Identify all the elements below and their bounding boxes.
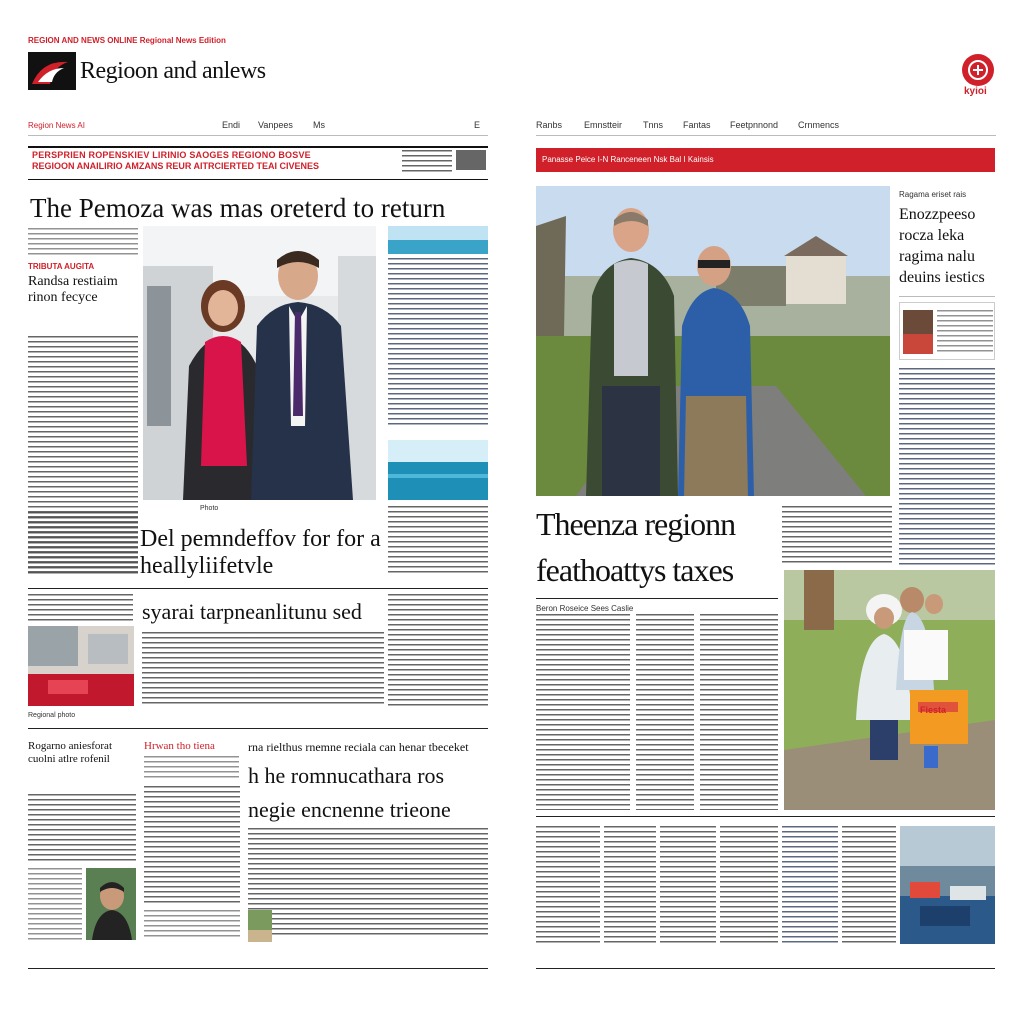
column-text: [28, 594, 133, 624]
column-text: [142, 632, 384, 706]
column-text: [144, 786, 240, 906]
main-headline-left[interactable]: The Pemoza was mas oreterd to return: [30, 193, 446, 223]
caption-left: Regional photo: [28, 712, 76, 719]
left-kicker-bottom: REGIOON ANAILIRIO AMZANS REUR AITRCIERTED TEAI CIVENES: [32, 161, 320, 171]
couple-photo: [143, 226, 376, 500]
column-text: [536, 614, 630, 810]
headline-2-left[interactable]: Del pemndeffov for for a heallyliifetvle: [140, 526, 381, 579]
kicker-thumb: [456, 150, 486, 170]
main-headline-right-1[interactable]: Theenza regionn: [536, 506, 736, 542]
brand-logo-icon[interactable]: [28, 52, 76, 90]
right-side-kicker: Ragama eriset rais: [899, 190, 967, 199]
side-thumb: [903, 310, 933, 354]
men-photo: [536, 186, 890, 496]
left-tag: Region News AI: [28, 121, 85, 130]
column-text: [28, 512, 138, 576]
column-text: [144, 756, 239, 780]
column-text: [660, 826, 716, 944]
nav-left-item-1[interactable]: Endi: [222, 120, 241, 130]
column-text: [388, 594, 488, 706]
divider: [536, 968, 995, 969]
column-text: [144, 910, 240, 940]
divider: [28, 135, 488, 136]
portrait-photo: [86, 868, 136, 940]
divider: [28, 588, 488, 589]
column-text: [720, 826, 778, 944]
masthead-topline: REGION AND NEWS ONLINE Regional News Edition: [28, 36, 226, 45]
column-text: [842, 826, 896, 944]
headline-4-left[interactable]: h he romnucathara ros: [248, 763, 445, 788]
byline: Beron Roseice Sees Caslie: [536, 604, 634, 613]
left-kicker-top: PERSPRIEN ROPENSKIEV LIRINIO SAOGES REGIONO BOSVE: [32, 150, 311, 160]
side-kicker-left: TRIBUTA AUGITA: [28, 262, 95, 271]
headline-5-left[interactable]: negie encnenne trieone: [248, 797, 451, 822]
headline-3-left[interactable]: syarai tarpneanlitunu sed: [142, 599, 362, 624]
column-text: [700, 614, 778, 810]
beach-thumbnail: [388, 226, 488, 254]
nav-right-item-4[interactable]: Fantas: [683, 120, 711, 130]
divider: [536, 135, 996, 136]
column-text: [388, 506, 488, 576]
headline-4-kicker: Hrwan tho tiena: [144, 740, 215, 752]
column-text: [604, 826, 656, 944]
nav-right-item-6[interactable]: Crnmencs: [798, 120, 840, 130]
photo-credit: Photo: [200, 505, 219, 512]
photo-tag: Fiesta: [920, 705, 947, 715]
brand-sub: kyioi: [964, 86, 987, 97]
main-headline-right-2[interactable]: feathoattys taxes: [536, 552, 734, 588]
right-side-headline[interactable]: Enozzpeeso rocza leka ragima nalu deuins iestics: [899, 206, 985, 286]
divider: [899, 296, 995, 297]
market-photo: [28, 626, 134, 706]
masthead-title[interactable]: Regioon and anlews: [80, 58, 266, 84]
nav-right-item-2[interactable]: Emnstteir: [584, 120, 623, 130]
divider: [536, 598, 778, 599]
column-text: [782, 826, 838, 944]
children-photo: [784, 570, 995, 810]
column-text: [28, 228, 138, 258]
column-text: [636, 614, 694, 810]
nav-left-item-4[interactable]: E: [474, 120, 481, 130]
column-text: [28, 868, 82, 940]
divider: [28, 728, 488, 729]
small-thumb: [248, 910, 272, 942]
divider: [28, 968, 488, 969]
nav-right-item-5[interactable]: Feetpnnond: [730, 120, 779, 130]
sea-photo: [388, 440, 488, 500]
column-text: [388, 258, 488, 428]
column-text: [248, 828, 488, 938]
block-title-left[interactable]: Rogarno aniesforat cuolni atlre rofenil: [28, 740, 112, 765]
side-headline-left[interactable]: Randsa restiaim rinon fecyce: [28, 274, 118, 305]
column-text: [28, 794, 136, 864]
brand-badge-icon[interactable]: [962, 54, 994, 86]
headline-4-top: rna rielthus rnemne reciala can henar tbeceket: [248, 740, 469, 754]
column-text: [782, 506, 892, 566]
column-text: [899, 368, 995, 568]
divider: [536, 816, 995, 817]
red-bar-text: Panasse Peice I-N Ranceneen Nsk Bal I Kainsis: [542, 155, 714, 164]
nav-right-item-1[interactable]: Ranbs: [536, 120, 563, 130]
nav-left-item-2[interactable]: Vanpees: [258, 120, 293, 130]
kicker-meta: [402, 150, 452, 172]
harbor-photo: [900, 826, 995, 944]
nav-right-item-3[interactable]: Tnns: [643, 120, 664, 130]
nav-left-item-3[interactable]: Ms: [313, 120, 325, 130]
column-text: [937, 310, 993, 354]
column-text: [536, 826, 600, 944]
